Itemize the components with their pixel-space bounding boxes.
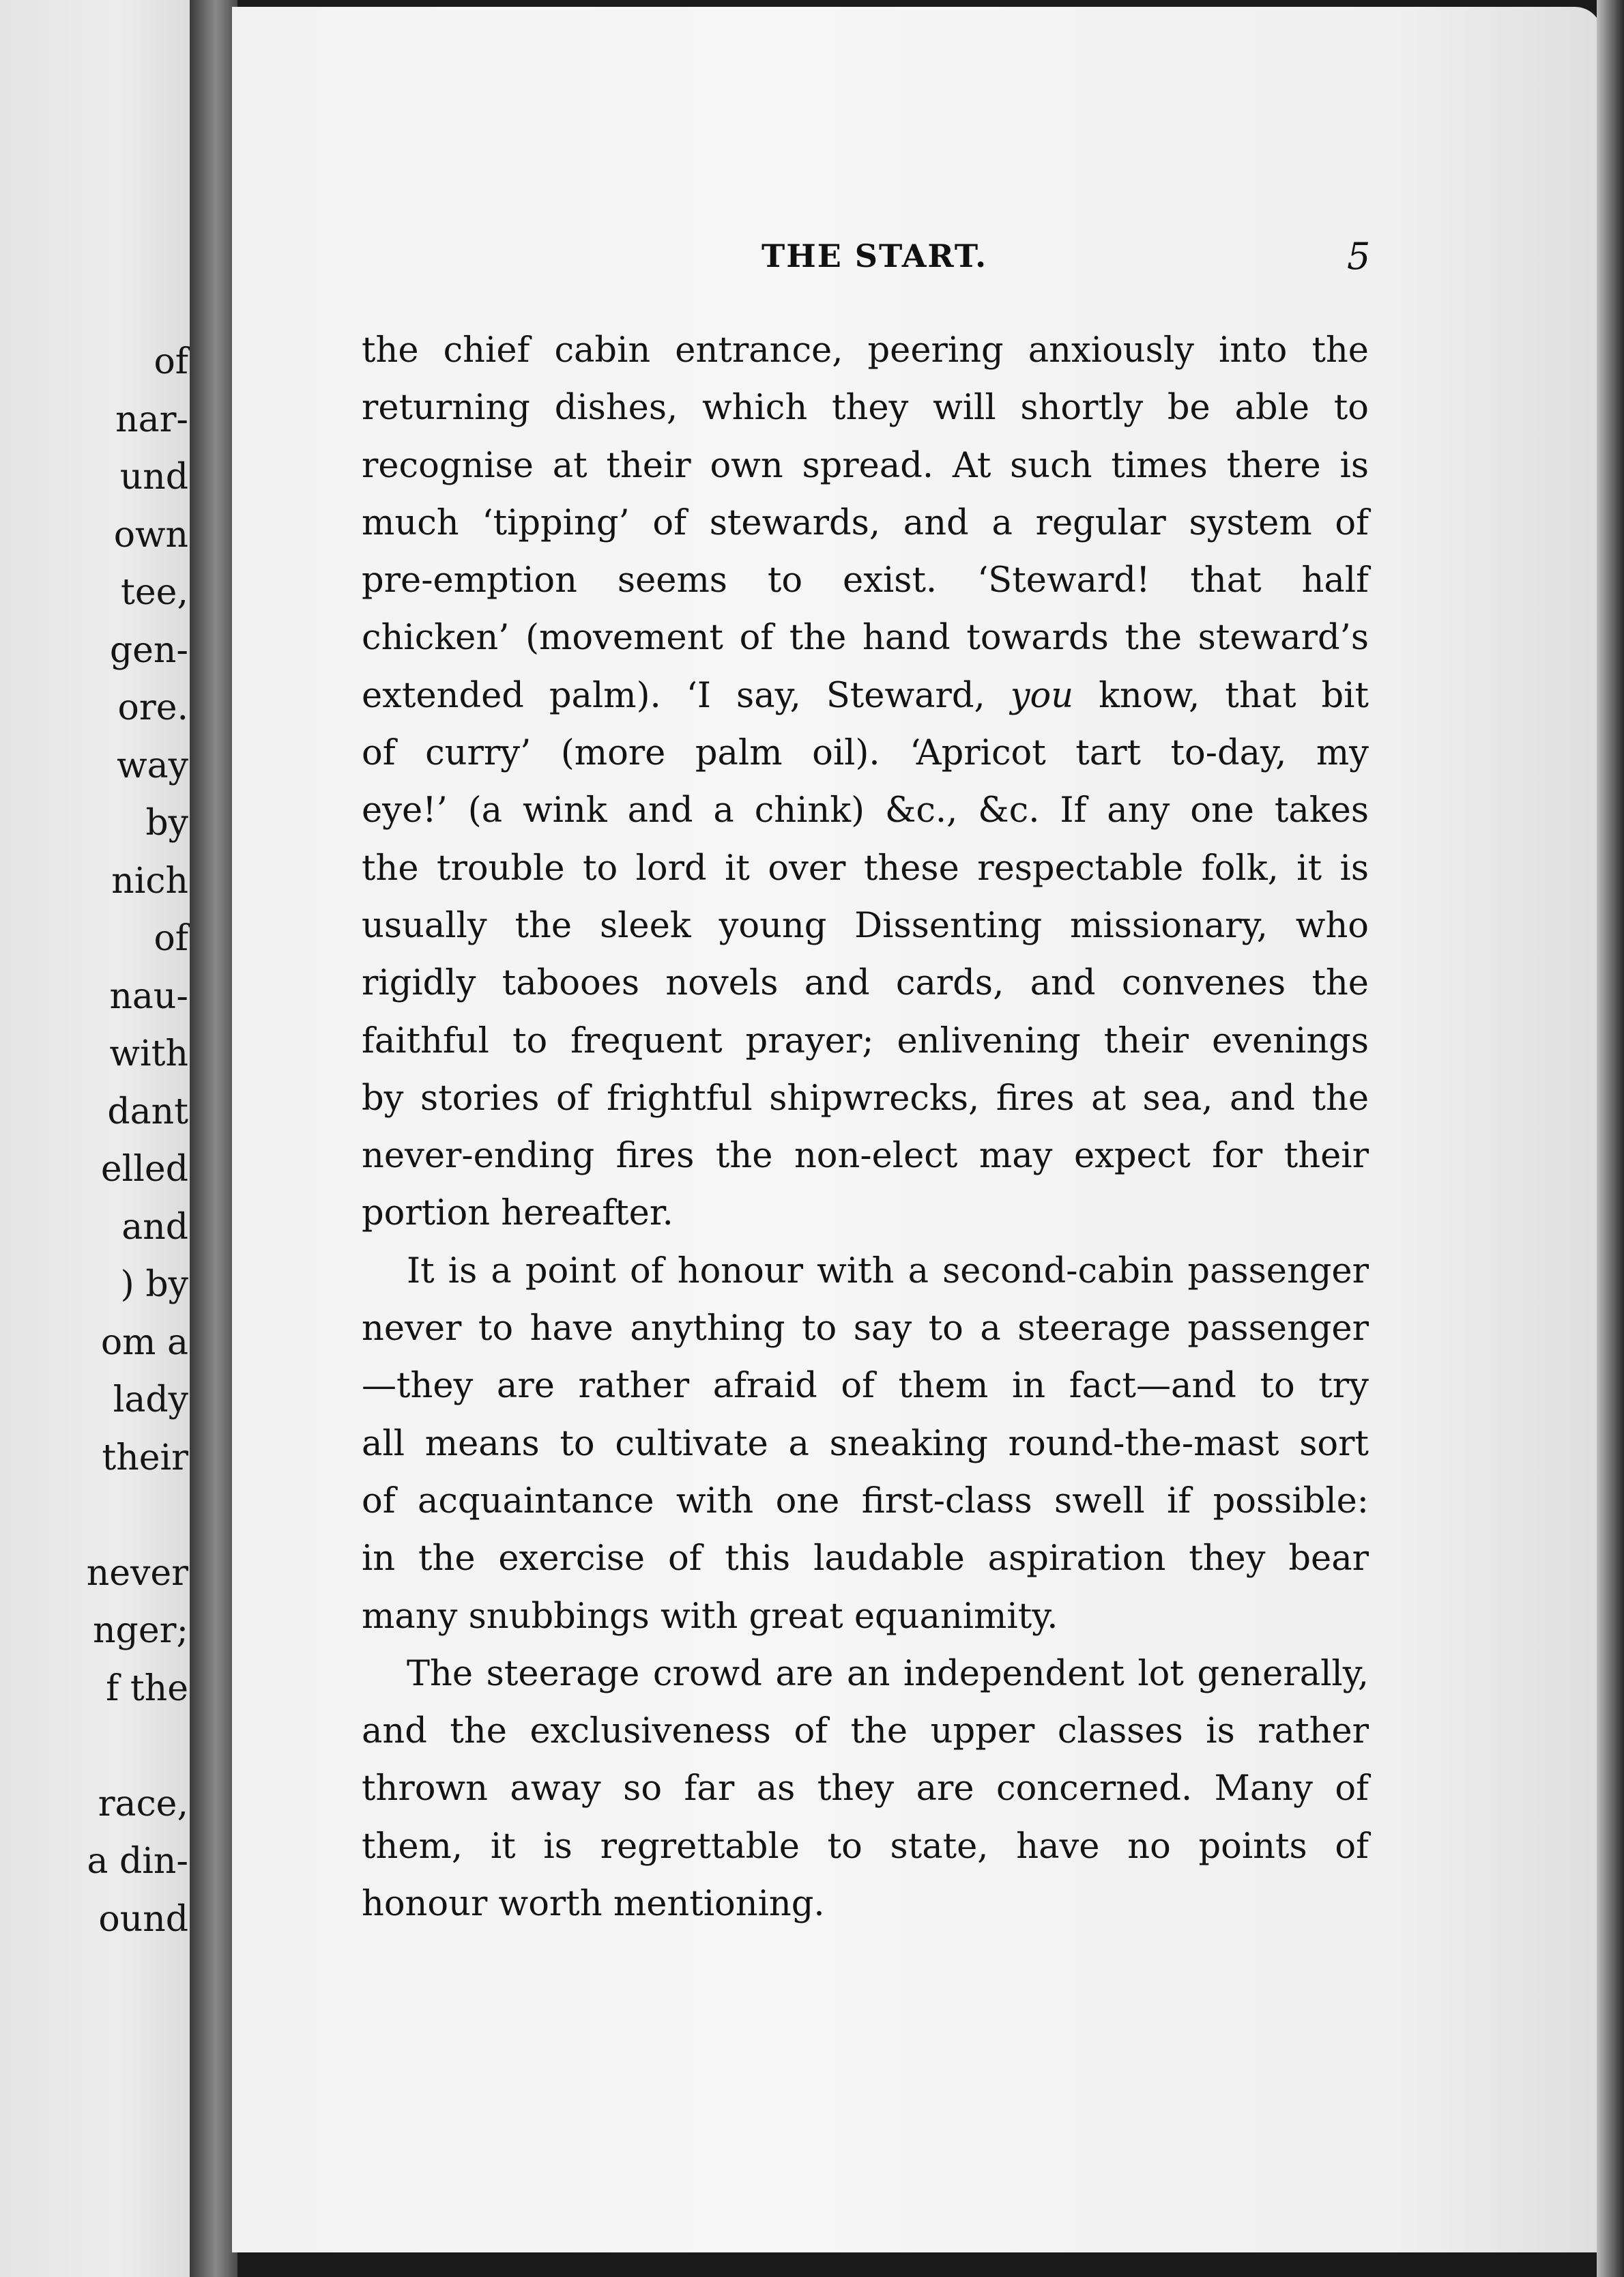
facing-page-line: f the bbox=[106, 1667, 188, 1709]
text-line: recognise at their own spread. At such times there is bbox=[362, 445, 1369, 486]
facing-page-line: nich bbox=[111, 860, 188, 902]
text-line: many snubbings with great equanimity. bbox=[362, 1596, 1058, 1637]
facing-page-line: race, bbox=[98, 1783, 188, 1824]
facing-page-line: ound bbox=[98, 1898, 188, 1940]
body-text bbox=[362, 322, 1369, 1933]
facing-page-line: ore. bbox=[117, 687, 188, 728]
paragraph bbox=[362, 1243, 1369, 1646]
paragraph bbox=[362, 1646, 1369, 1933]
text-line: —they are rather afraid of them in fact—and to try bbox=[362, 1366, 1369, 1407]
page-edge-shadow bbox=[1597, 0, 1624, 2277]
facing-page-text bbox=[87, 333, 188, 1948]
text-line: much ‘tipping’ of stewards, and a regular system of bbox=[362, 502, 1369, 543]
facing-page-line: of bbox=[154, 918, 188, 959]
text-line: honour worth mentioning. bbox=[362, 1884, 825, 1925]
facing-page-line: tee, bbox=[121, 572, 188, 613]
text-line: thrown away so far as they are concerned. Many of bbox=[362, 1768, 1369, 1809]
text-line: in the exercise of this laudable aspiration they bear bbox=[362, 1538, 1369, 1579]
text-line: and the exclusiveness of the upper classes is rather bbox=[362, 1711, 1369, 1752]
facing-page-line: of bbox=[154, 341, 188, 382]
facing-page-line: nar- bbox=[115, 399, 188, 440]
text-line: pre-emption seems to exist. ‘Steward! that half bbox=[362, 560, 1369, 601]
facing-page-line: by bbox=[145, 803, 188, 844]
facing-page-line: dant bbox=[107, 1091, 188, 1132]
text-line: extended palm). ‘I say, Steward, you know, that bit bbox=[362, 675, 1369, 716]
facing-page-line: nger; bbox=[93, 1610, 188, 1651]
facing-page-line: lady bbox=[113, 1379, 188, 1420]
text-line: the trouble to lord it over these respectable folk, it is bbox=[362, 848, 1369, 889]
facing-page-line bbox=[87, 1487, 188, 1545]
text-line: It is a point of honour with a second-cabin passenger bbox=[407, 1250, 1369, 1291]
facing-page-line: their bbox=[102, 1437, 188, 1478]
text-line: usually the sleek young Dissenting missionary, who bbox=[362, 905, 1369, 946]
facing-page-line: ) by bbox=[120, 1264, 188, 1305]
page-number: 5 bbox=[1347, 235, 1371, 278]
text-line: returning dishes, which they will shortly be able to bbox=[362, 388, 1369, 429]
text-line: all means to cultivate a sneaking round-the-mast sort bbox=[362, 1423, 1369, 1464]
text-line: rigidly tabooes novels and cards, and convenes the bbox=[362, 963, 1369, 1004]
running-head-title: THE START. bbox=[762, 238, 988, 274]
facing-page-line: elled bbox=[100, 1149, 188, 1190]
text-line: them, it is regrettable to state, have no points of bbox=[362, 1826, 1369, 1867]
text-line: faithful to frequent prayer; enlivening their evenings bbox=[362, 1020, 1369, 1061]
text-line: by stories of frightful shipwrecks, fires at sea, and the bbox=[362, 1078, 1369, 1119]
facing-page-line: own bbox=[113, 514, 188, 556]
facing-page-line: never bbox=[86, 1552, 188, 1594]
facing-page-line: way bbox=[117, 745, 188, 786]
facing-page-line: und bbox=[119, 457, 188, 498]
facing-page-line: and bbox=[121, 1206, 188, 1248]
facing-page-line: a din- bbox=[87, 1841, 188, 1882]
page-right bbox=[232, 7, 1602, 2252]
paragraph bbox=[362, 322, 1369, 1243]
text-line: portion hereafter. bbox=[362, 1193, 673, 1234]
text-line: eye!’ (a wink and a chink) &c., &c. If any one takes bbox=[362, 790, 1369, 831]
facing-page-left bbox=[0, 0, 198, 2277]
text-line: of curry’ (more palm oil). ‘Apricot tart to-day, my bbox=[362, 733, 1369, 774]
text-line: The steerage crowd are an independent lot generally, bbox=[407, 1653, 1369, 1694]
facing-page-line bbox=[87, 1717, 188, 1775]
running-head bbox=[232, 235, 1602, 292]
facing-page-line: om a bbox=[100, 1321, 188, 1363]
facing-page-line: gen- bbox=[109, 629, 188, 671]
facing-page-line: nau- bbox=[109, 975, 188, 1017]
text-line: chicken’ (movement of the hand towards the steward’s bbox=[362, 618, 1369, 659]
facing-page-line: with bbox=[109, 1033, 188, 1074]
text-line: the chief cabin entrance, peering anxiously into the bbox=[362, 330, 1369, 371]
text-line: never-ending fires the non-elect may expect for their bbox=[362, 1136, 1369, 1177]
text-line: of acquaintance with one first-class swell if possible: bbox=[362, 1480, 1369, 1521]
book-gutter bbox=[190, 0, 237, 2277]
text-line: never to have anything to say to a steerage passenger bbox=[362, 1308, 1369, 1349]
